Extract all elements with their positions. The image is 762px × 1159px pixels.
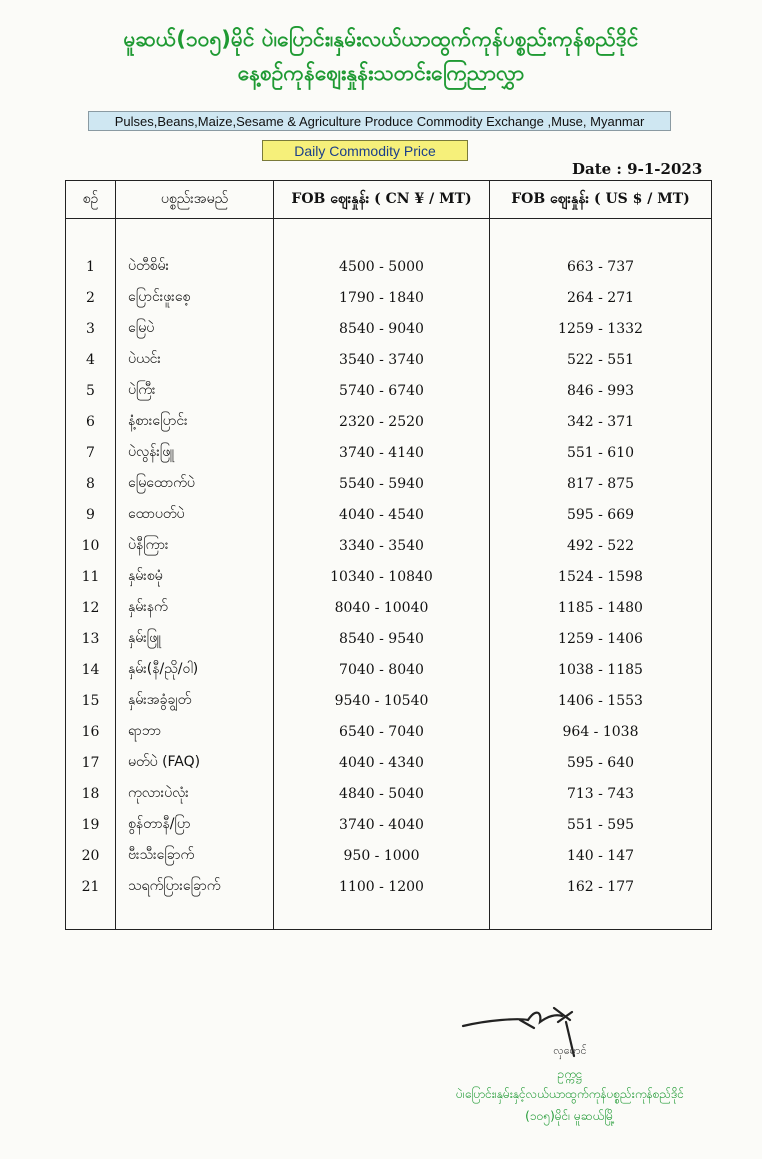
cell-no: 11 [66, 561, 116, 592]
cell-no: 17 [66, 747, 116, 778]
table-row [66, 654, 712, 685]
cell-commodity-name: မြေထောက်ပဲ [116, 468, 274, 499]
table-row [66, 375, 712, 406]
cell-cn-price: 5540 - 5940 [274, 468, 490, 499]
cell-cn-price: 4500 - 5000 [274, 251, 490, 282]
table-row [66, 530, 712, 561]
cell-no: 8 [66, 468, 116, 499]
cell-commodity-name: ကုလားပဲလုံး [116, 778, 274, 809]
cell-no: 21 [66, 871, 116, 902]
table-row [66, 251, 712, 282]
cell-no: 5 [66, 375, 116, 406]
cell-us-price: 817 - 875 [490, 468, 712, 499]
cell-commodity-name: မတ်ပဲ (FAQ) [116, 747, 274, 778]
cell-us-price: 1259 - 1406 [490, 623, 712, 654]
cell-commodity-name: နံ့စားပြောင်း [116, 406, 274, 437]
table-row [66, 840, 712, 871]
cell-commodity-name: မြေပဲ [116, 313, 274, 344]
cell-us-price: 595 - 640 [490, 747, 712, 778]
cell-commodity-name: နှမ်းစမုံ [116, 561, 274, 592]
cell-no: 4 [66, 344, 116, 375]
cell-cn-price: 4040 - 4540 [274, 499, 490, 530]
cell-commodity-name: ထောပတ်ပဲ [116, 499, 274, 530]
table-row [66, 282, 712, 313]
cell-us-price: 1038 - 1185 [490, 654, 712, 685]
header-title-line2: နေ့စဉ်ကုန်ဈေးနှုန်းသတင်းကြေညာလွှာ [237, 61, 525, 85]
cell-us-price: 1185 - 1480 [490, 592, 712, 623]
cell-us-price: 846 - 993 [490, 375, 712, 406]
cell-no: 7 [66, 437, 116, 468]
cell-us-price: 1406 - 1553 [490, 685, 712, 716]
cell-cn-price: 950 - 1000 [274, 840, 490, 871]
table-row [66, 313, 712, 344]
cell-cn-price: 1100 - 1200 [274, 871, 490, 902]
cell-no: 18 [66, 778, 116, 809]
cell-us-price: 342 - 371 [490, 406, 712, 437]
table-row [66, 747, 712, 778]
cell-cn-price: 9540 - 10540 [274, 685, 490, 716]
cell-no: 19 [66, 809, 116, 840]
cell-us-price: 264 - 271 [490, 282, 712, 313]
cell-us-price: 1524 - 1598 [490, 561, 712, 592]
cell-commodity-name: နှမ်းဖြူ [116, 623, 274, 654]
cell-cn-price: 8540 - 9040 [274, 313, 490, 344]
cell-us-price: 162 - 177 [490, 871, 712, 902]
signatory-title: ဥက္ကဋ္ဌ [557, 1067, 583, 1081]
cell-no: 6 [66, 406, 116, 437]
cell-us-price: 713 - 743 [490, 778, 712, 809]
cell-commodity-name: ပဲကြီး [116, 375, 274, 406]
table-header-row [66, 181, 712, 219]
cell-cn-price: 1790 - 1840 [274, 282, 490, 313]
table-row [66, 468, 712, 499]
cell-cn-price: 2320 - 2520 [274, 406, 490, 437]
cell-cn-price: 8540 - 9540 [274, 623, 490, 654]
cell-us-price: 595 - 669 [490, 499, 712, 530]
cell-no: 2 [66, 282, 116, 313]
cell-commodity-name: ရာဘာ [116, 716, 274, 747]
table-row [66, 592, 712, 623]
cell-commodity-name: နှမ်း(နီ/ညို/ဝါ) [116, 654, 274, 685]
cell-us-price: 551 - 610 [490, 437, 712, 468]
col-header-us-price: FOB ဈေးနှုန်း ( US $ / MT) [490, 181, 712, 219]
cell-no: 14 [66, 654, 116, 685]
cell-us-price: 551 - 595 [490, 809, 712, 840]
cell-us-price: 492 - 522 [490, 530, 712, 561]
signatory-name: လှမောင် [553, 1044, 587, 1057]
price-table [65, 180, 712, 930]
cell-no: 9 [66, 499, 116, 530]
cell-commodity-name: ပဲနီကြား [116, 530, 274, 561]
cell-commodity-name: သရက်ပြားခြောက် [116, 871, 274, 902]
table-body [66, 219, 712, 930]
cell-cn-price: 6540 - 7040 [274, 716, 490, 747]
cell-cn-price: 4840 - 5040 [274, 778, 490, 809]
cell-no: 16 [66, 716, 116, 747]
table-row [66, 716, 712, 747]
cell-us-price: 1259 - 1332 [490, 313, 712, 344]
cell-cn-price: 4040 - 4340 [274, 747, 490, 778]
report-date: Date : 9-1-2023 [572, 160, 703, 178]
table-row [66, 623, 712, 654]
blank-row [66, 219, 712, 252]
daily-price-banner: Daily Commodity Price [262, 140, 468, 161]
signatory-org-line2: (၁၀၅)မိုင်၊ မူဆယ်မြို့ [525, 1109, 615, 1123]
cell-commodity-name: နှမ်းနက် [116, 592, 274, 623]
col-header-no: စဉ် [66, 181, 116, 219]
cell-no: 1 [66, 251, 116, 282]
signatory-org-line1: ပဲ၊ပြောင်း၊နှမ်းနှင့်လယ်ယာထွက်ကုန်ပစ္စည်းကုန်စည်ဒိုင် [455, 1087, 685, 1101]
cell-no: 20 [66, 840, 116, 871]
cell-cn-price: 7040 - 8040 [274, 654, 490, 685]
table-row [66, 871, 712, 902]
col-header-name: ပစ္စည်းအမည် [116, 181, 274, 219]
cell-cn-price: 5740 - 6740 [274, 375, 490, 406]
col-header-cn-price: FOB ဈေးနှုန်း ( CN ¥ / MT) [274, 181, 490, 219]
cell-commodity-name: ပဲလွန်းဖြူ [116, 437, 274, 468]
header-title-line1: မူဆယ်(၁၀၅)မိုင် ပဲ၊ပြောင်း၊နှမ်းလယ်ယာထွက်ကုန်ပစ္စည်းကုန်စည်ဒိုင် [123, 27, 639, 51]
cell-commodity-name: နှမ်းအခွံချွတ် [116, 685, 274, 716]
cell-commodity-name: ပြောင်းဖူးစေ့ [116, 282, 274, 313]
table-row [66, 778, 712, 809]
table-row [66, 344, 712, 375]
cell-cn-price: 10340 - 10840 [274, 561, 490, 592]
cell-commodity-name: ပဲယင်း [116, 344, 274, 375]
cell-us-price: 663 - 737 [490, 251, 712, 282]
blank-row [66, 902, 712, 930]
cell-no: 12 [66, 592, 116, 623]
cell-no: 3 [66, 313, 116, 344]
cell-cn-price: 3340 - 3540 [274, 530, 490, 561]
table-row [66, 406, 712, 437]
cell-us-price: 522 - 551 [490, 344, 712, 375]
cell-commodity-name: ဗီးသီးခြောက် [116, 840, 274, 871]
cell-us-price: 140 - 147 [490, 840, 712, 871]
cell-commodity-name: စွန်တာနီ/ပြာ [116, 809, 274, 840]
exchange-name-banner: Pulses,Beans,Maize,Sesame & Agriculture Produce Commodity Exchange ,Muse, Myanmar [88, 111, 671, 131]
cell-us-price: 964 - 1038 [490, 716, 712, 747]
cell-cn-price: 3740 - 4040 [274, 809, 490, 840]
cell-no: 10 [66, 530, 116, 561]
cell-no: 15 [66, 685, 116, 716]
table-row [66, 685, 712, 716]
table-row [66, 499, 712, 530]
cell-cn-price: 3740 - 4140 [274, 437, 490, 468]
cell-cn-price: 8040 - 10040 [274, 592, 490, 623]
table-row [66, 809, 712, 840]
cell-no: 13 [66, 623, 116, 654]
table-row [66, 561, 712, 592]
cell-commodity-name: ပဲတီစိမ်း [116, 251, 274, 282]
cell-cn-price: 3540 - 3740 [274, 344, 490, 375]
table-row [66, 437, 712, 468]
